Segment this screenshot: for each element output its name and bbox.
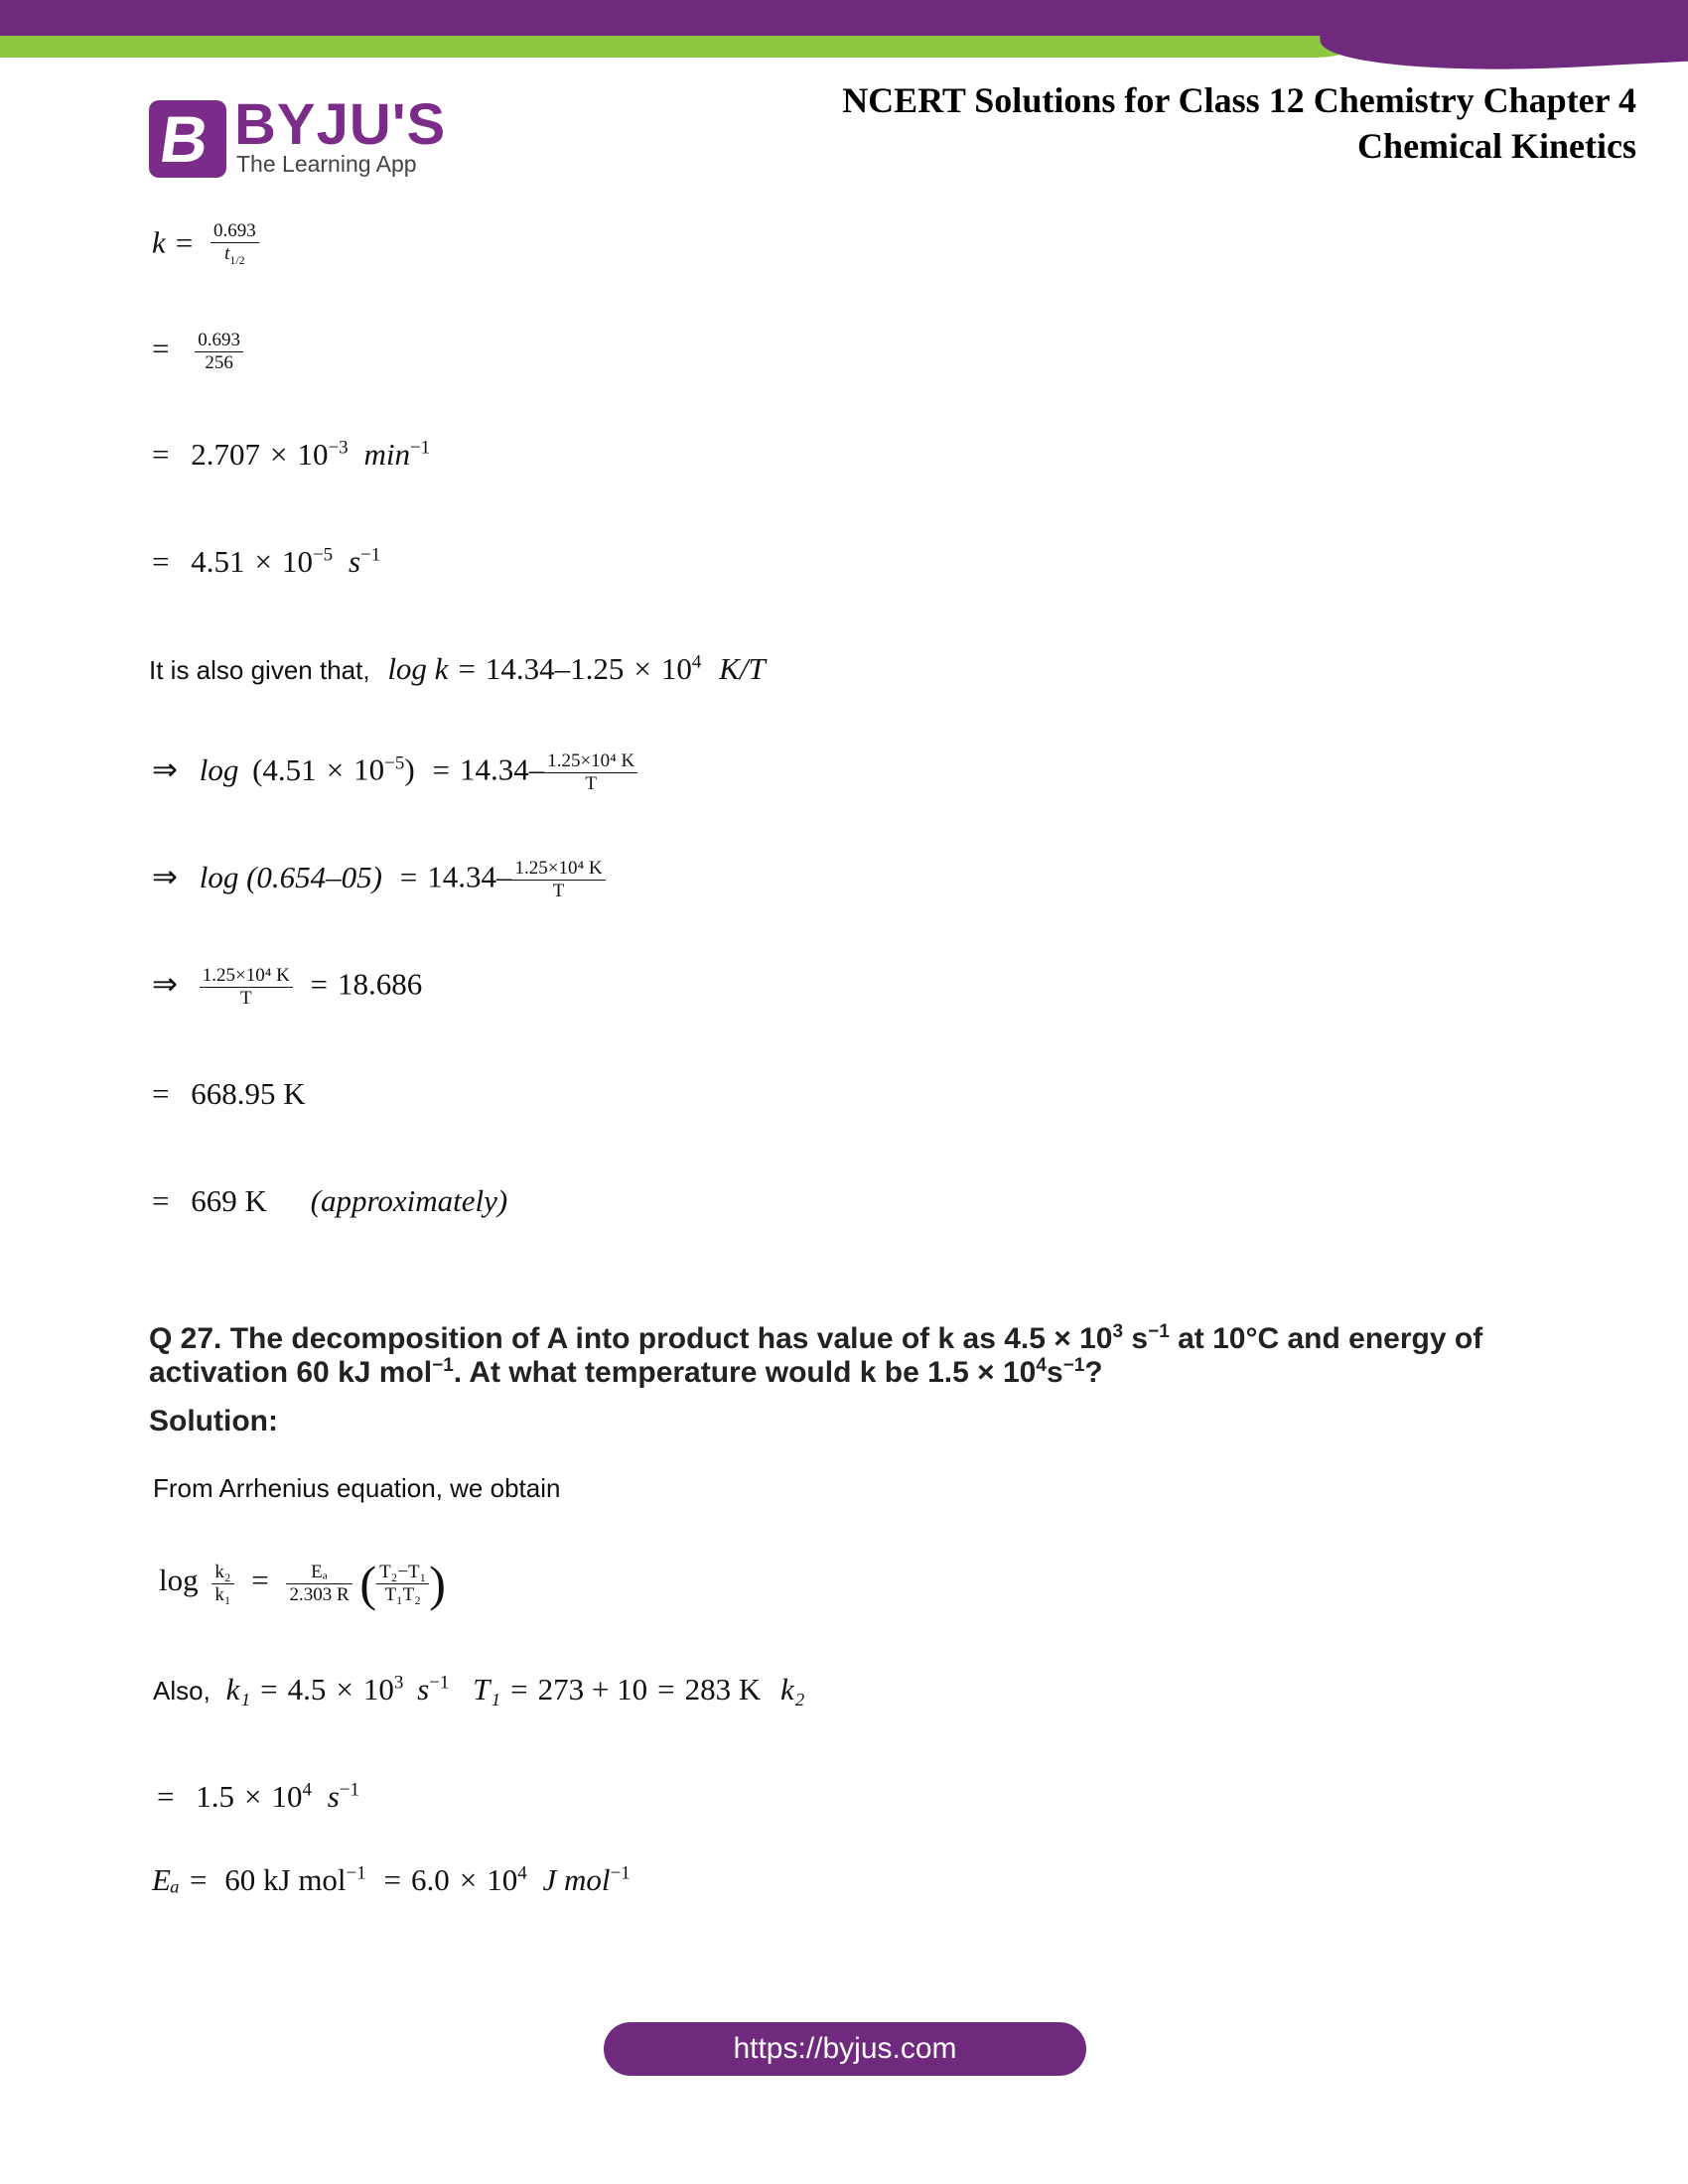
step6-rhs: 14.34– — [459, 751, 545, 787]
equals-sign: = — [152, 331, 170, 366]
ea-base: 10 — [487, 1862, 518, 1897]
step8-frac-denominator: T — [239, 988, 252, 1009]
k2-value: 1.5 — [196, 1779, 234, 1814]
equals-sign: = — [458, 651, 476, 686]
arrhenius-ea-fraction — [286, 1562, 352, 1606]
step6-frac-numerator: 1.25×10⁴ K — [544, 751, 637, 773]
k1-label: k₁ — [225, 1672, 251, 1706]
k1-value: 4.5 — [287, 1672, 327, 1706]
times-sign: × — [326, 751, 345, 787]
step4-exponent: −5 — [312, 544, 334, 566]
step3-value: 2.707 — [191, 437, 260, 472]
given-rhs-a: 14.34–1.25 — [485, 651, 625, 686]
step-log-substitution: ⇒ $\log (4.51 \times 10^{-5}) = 14.34-$ $\frac{\text{1.25×10⁴ K}}{T}$ — [152, 751, 637, 795]
step4-unit-exponent: −1 — [360, 544, 381, 566]
given-equation — [149, 651, 766, 687]
step-log-evaluated — [152, 858, 606, 902]
k2-unit: s — [327, 1779, 340, 1814]
arrhenius-t-denominator: T₁T₂ — [384, 1583, 421, 1605]
equals-sign: = — [157, 1779, 175, 1814]
equals-sign: = — [399, 859, 418, 894]
times-sign: × — [459, 1862, 478, 1897]
equals-sign: = — [175, 224, 194, 260]
step-k-min — [152, 437, 430, 473]
arrhenius-t-numerator: T₂−T₁ — [376, 1562, 429, 1584]
given-rhs-base: 10 — [660, 651, 692, 686]
step2-numerator: 0.693 — [195, 330, 243, 352]
logo-letter: B — [155, 102, 213, 176]
ea-j-value: 6.0 — [411, 1862, 450, 1897]
ea-kj-exponent: −1 — [346, 1862, 366, 1884]
t1-value: 273 + 10 — [537, 1672, 648, 1706]
k1-base: 10 — [362, 1672, 394, 1706]
t1-result: 283 K — [684, 1672, 762, 1706]
times-sign: × — [254, 544, 272, 579]
k1-unit-exponent: −1 — [429, 1672, 450, 1694]
arrhenius-k-ratio — [211, 1562, 233, 1606]
question-text-e: . At what temperature would k be 1.5 × 10 — [453, 1356, 1037, 1389]
also-text: Also, — [153, 1676, 211, 1706]
document-title — [842, 77, 1636, 169]
ea-unit: J mol — [542, 1862, 611, 1897]
given-rhs-exponent: 4 — [691, 651, 702, 673]
given-text: It is also given that, — [149, 655, 370, 685]
arrhenius-ea-numerator: Eₐ — [286, 1562, 352, 1584]
step3-unit-exponent: −1 — [409, 437, 431, 459]
solution-intro: From Arrhenius equation, we obtain — [153, 1473, 561, 1503]
step1-denominator-sub: 1/2 — [229, 252, 245, 267]
step7-rhs: 14.34– — [427, 859, 512, 894]
arrhenius-k-denominator: k₁ — [214, 1583, 231, 1605]
step4-unit: s — [348, 544, 361, 579]
given-rhs-unit: K/T — [719, 651, 766, 686]
ea-unit-exponent: −1 — [610, 1862, 631, 1884]
k2-unit-exponent: −1 — [339, 1779, 360, 1801]
arrhenius-t-fraction — [376, 1562, 429, 1606]
step-k-formula — [152, 220, 259, 271]
step8-rhs: 18.686 — [338, 966, 423, 1002]
question-exp-d: 4 — [1036, 1355, 1047, 1376]
step7-frac-denominator: T — [552, 881, 565, 901]
step3-unit: min — [363, 437, 410, 472]
k2-label: k₂ — [780, 1672, 805, 1706]
equals-sign: = — [383, 1862, 401, 1897]
document-title-line2: Chemical Kinetics — [1357, 126, 1636, 166]
k2-base: 10 — [271, 1779, 303, 1814]
equals-sign: = — [152, 437, 170, 472]
equals-sign: = — [657, 1672, 675, 1706]
question-text-b: s — [1123, 1322, 1149, 1355]
step7-lhs: log (0.654–05) — [199, 859, 382, 894]
solution-label: Solution: — [149, 1405, 278, 1437]
step1-fraction — [211, 220, 259, 271]
step6-fraction — [544, 751, 637, 795]
step10-value: 669 K — [191, 1183, 267, 1218]
times-sign: × — [269, 437, 288, 472]
implies-arrow: ⇒ — [152, 966, 178, 1002]
t1-label: T₁ — [473, 1672, 501, 1706]
step3-exponent: −3 — [328, 437, 349, 459]
ea-exponent: 4 — [517, 1862, 527, 1884]
step3-base: 10 — [297, 437, 329, 472]
byjus-logo[interactable] — [149, 92, 447, 182]
question-exp-e: −1 — [1062, 1355, 1085, 1376]
arrhenius-k-numerator: k₂ — [211, 1562, 233, 1584]
equals-sign: = — [432, 751, 450, 787]
ea-kj-value: 60 kJ mol — [224, 1862, 347, 1897]
step10-note: (approximately) — [310, 1183, 508, 1218]
step6-inner-exponent: −5 — [384, 752, 405, 774]
times-sign: × — [336, 1672, 353, 1706]
step8-frac-numerator: 1.25×10⁴ K — [200, 965, 293, 988]
question-27-line2 — [149, 1348, 1103, 1391]
logo-tagline: The Learning App — [236, 151, 417, 177]
step6-inner-value: (4.51 — [252, 751, 317, 787]
step4-base: 10 — [281, 544, 313, 579]
step1-denominator: t — [224, 243, 230, 264]
arrhenius-equation: log $\frac{\text{k₂}}{\text{k₁}}$ = $\frac{\text{Eₐ}}{2.303 R}$ ( $\frac{\text{T₂−T₁}}{\text{T₁T₂}}$ ) — [159, 1556, 446, 1611]
arrhenius-ea-denominator: 2.303 R — [289, 1583, 350, 1605]
implies-arrow: ⇒ — [152, 751, 178, 787]
document-title-line1: NCERT Solutions for Class 12 Chemistry Chapter 4 — [842, 80, 1636, 120]
question-text-d: activation 60 kJ mol — [149, 1356, 433, 1389]
step1-numerator: 0.693 — [211, 220, 259, 243]
ea-value-line — [152, 1862, 631, 1898]
equals-sign: = — [510, 1672, 528, 1706]
logo-brand: BYJU'S — [234, 92, 447, 157]
question-text-g: ? — [1084, 1356, 1103, 1389]
k1-exponent: 3 — [393, 1672, 404, 1694]
equals-sign: = — [152, 1076, 170, 1111]
ea-label: Eₐ — [152, 1862, 181, 1897]
step1-lhs: k — [152, 224, 166, 260]
step-k-sec — [152, 544, 380, 580]
step-k-substituted — [152, 330, 243, 374]
step9-value: 668.95 K — [191, 1076, 306, 1111]
times-sign: × — [243, 1779, 262, 1814]
step7-fraction — [511, 858, 605, 902]
step8-fraction — [200, 965, 293, 1010]
step6-frac-denominator: T — [585, 773, 598, 794]
step6-inner-base: 10 — [353, 751, 385, 787]
footer-link-pill[interactable] — [604, 2022, 1086, 2076]
equals-sign: = — [251, 1563, 269, 1598]
step-temperature — [152, 1076, 306, 1112]
logo-icon — [149, 100, 226, 178]
step2-fraction — [195, 330, 243, 374]
k2-exponent: 4 — [302, 1779, 312, 1801]
step7-frac-numerator: 1.25×10⁴ K — [511, 858, 605, 881]
equals-sign: = — [152, 1183, 170, 1218]
question-exp-a: 3 — [1112, 1321, 1124, 1342]
equals-sign: = — [190, 1862, 208, 1897]
times-sign: × — [633, 651, 651, 686]
given-lhs: log k — [387, 651, 449, 686]
equals-sign: = — [152, 544, 170, 579]
question-exp-b: −1 — [1148, 1321, 1170, 1342]
footer-url[interactable]: https://byjus.com — [733, 2032, 957, 2065]
question-text-a: Q 27. The decomposition of A into product has value of k as 4.5 × 10 — [149, 1322, 1113, 1355]
k1-unit: s — [417, 1672, 430, 1706]
equals-sign: = — [310, 966, 329, 1002]
step-temperature-approx — [152, 1183, 507, 1219]
question-text-c: at 10°C and energy of — [1169, 1322, 1483, 1355]
question-text-f: s — [1046, 1356, 1063, 1389]
step-rearranged — [152, 965, 422, 1010]
equals-sign: = — [260, 1672, 278, 1706]
question-exp-c: −1 — [432, 1355, 454, 1376]
step6-log: log — [199, 751, 239, 787]
given-values-line — [153, 1672, 805, 1707]
implies-arrow: ⇒ — [152, 859, 178, 894]
k2-value-line — [157, 1779, 359, 1815]
arrhenius-log: log — [159, 1563, 199, 1598]
step4-value: 4.51 — [191, 544, 245, 579]
step2-denominator: 256 — [205, 352, 233, 373]
header-band-green — [0, 36, 1370, 58]
